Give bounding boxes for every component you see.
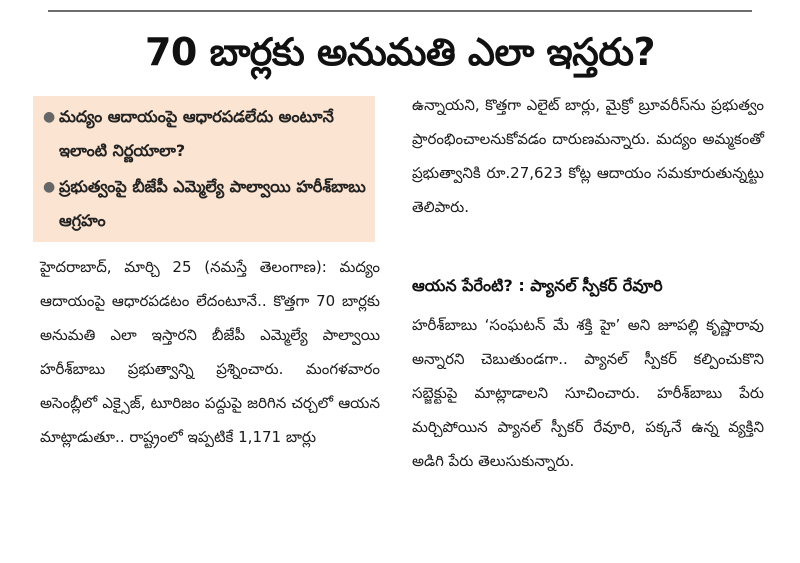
body-column-right-2: హరీశ్‌బాబు ‘సంఘటన్ మే శక్తి హై’ అని జూపల్లి కృష్ణారావు అన్నారని చెబుతుండగా.. ప్యానల్ స్పీకర్ కల్పించుకొని సబ్జెక్టుపై మాట్లాడాలని సూచించారు. హరీశ్‌బాబు పేరు మర్చిపోయిన ప్యానల్ స్పీకర్ రేవూరి, పక్కనే ఉన్న వ్యక్తిని అడిగి పేరు తెలుసుకున్నారు. — [412, 316, 764, 470]
bullet-icon: ● — [43, 109, 56, 125]
top-rule — [48, 10, 752, 12]
subheading: ఆయన పేరేంటి? : ప్యానల్ స్పీకర్ రేవూరి — [412, 276, 663, 295]
bullet-icon: ● — [43, 179, 56, 195]
body-column-right: ఉన్నాయని, కొత్తగా ఎలైట్ బార్లు, మైక్రో బ్రూవరీస్‌ను ప్రభుత్వం ప్రారంభించాలనుకోవడం దారుణమన్నారు. మద్యం అమ్మకంతో ప్రభుత్వానికి రూ.27,623 కోట్ల ఆదాయం సమకూరుతున్నట్టు తెలిపారు. — [412, 96, 764, 216]
headline: 70 బార్లకు అనుమతి ఎలా ఇస్తరు? — [144, 30, 656, 74]
highlight-text: మద్యం ఆదాయంపై ఆధారపడలేదు అంటూనే ఇలాంటి నిర్ణయాలా? — [59, 107, 334, 160]
highlight-item — [43, 100, 367, 168]
body-column-left: హైదరాబాద్, మార్చి 25 (నమస్తే తెలంగాణ): మద్యం ఆదాయంపై ఆధారపడటం లేదంటూనే.. కొత్తగా 70 బార్లకు అనుమతి ఎలా ఇస్తారని బీజేపీ ఎమ్మెల్యే పాల్వాయి హరీశ్‌బాబు ప్రభుత్వాన్ని ప్రశ్నించారు. మంగళవారం అసెంబ్లీలో ఎక్సైజ్, టూరిజం పద్దుపై జరిగిన చర్చలో ఆయన మాట్లాడుతూ.. రాష్ట్రంలో ఇప్పటికే 1,171 బార్లు — [40, 258, 380, 446]
highlights-box — [33, 96, 375, 242]
highlight-text: ప్రభుత్వంపై బీజేపీ ఎమ్మెల్యే పాల్వాయి హరీశ్‌బాబు ఆగ్రహం — [59, 177, 366, 230]
highlight-item — [43, 170, 367, 238]
